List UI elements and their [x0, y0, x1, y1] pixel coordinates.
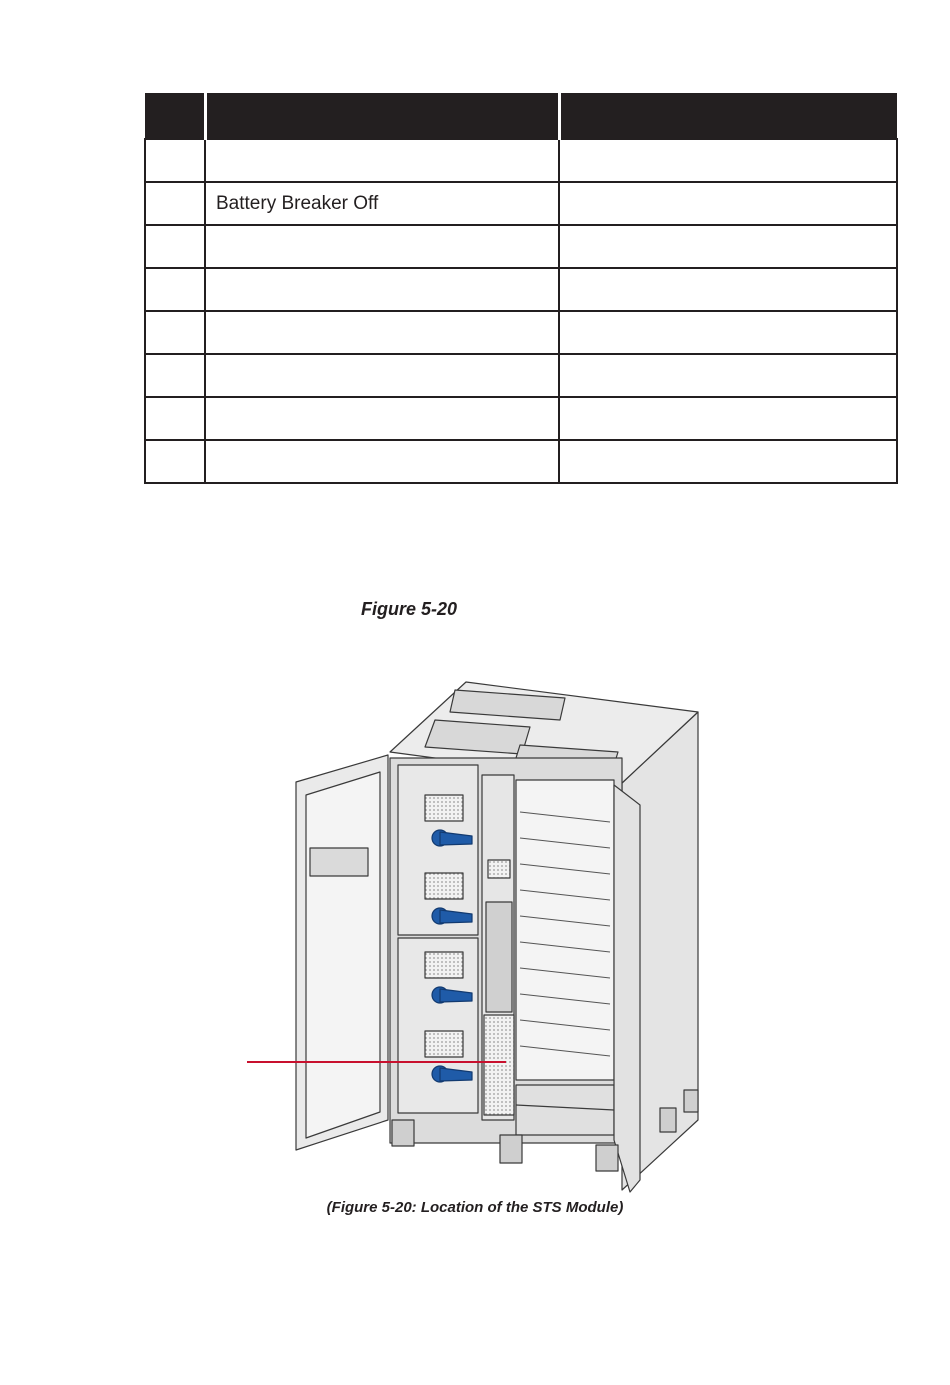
figure-label: Figure 5-20 [361, 599, 458, 619]
table-header-row [145, 93, 897, 139]
table-cell [205, 268, 559, 311]
table-cell [559, 397, 897, 440]
table-cell [145, 182, 205, 225]
table-cell [145, 440, 205, 483]
power-module-bay [516, 780, 614, 1080]
table-cell [559, 311, 897, 354]
table-cell [145, 311, 205, 354]
table-cell [205, 397, 559, 440]
table-row [145, 139, 897, 182]
breaker-vent [425, 952, 463, 978]
figure-caption: (Figure 5-20: Location of the STS Module) [326, 1199, 624, 1216]
table-cell [559, 139, 897, 182]
table-header-cell [205, 93, 559, 139]
table-cell: Battery Breaker Off [205, 182, 559, 225]
table-row [145, 268, 897, 311]
sts-module [484, 1015, 514, 1115]
table-row [145, 397, 897, 440]
table-cell [205, 225, 559, 268]
table-cell [559, 440, 897, 483]
table-cell [145, 397, 205, 440]
table-cell [559, 225, 897, 268]
table-row [145, 354, 897, 397]
table-row [145, 440, 897, 483]
table-cell [559, 268, 897, 311]
table-cell [205, 311, 559, 354]
table-header-cell [145, 93, 205, 139]
table-cell [559, 182, 897, 225]
table-header-cell [559, 93, 897, 139]
table-cell [205, 354, 559, 397]
right-door [614, 785, 640, 1192]
table-row [145, 311, 897, 354]
breaker-vent [425, 873, 463, 899]
breaker-vent [425, 795, 463, 821]
table-cell [205, 139, 559, 182]
table-cell [145, 225, 205, 268]
ups-cabinet-illustration [240, 675, 720, 1200]
status-table [144, 93, 898, 484]
table-row [145, 225, 897, 268]
table-cell [145, 354, 205, 397]
table-cell [559, 354, 897, 397]
table-cell [145, 268, 205, 311]
breaker-vent [425, 1031, 463, 1057]
table-row [145, 182, 897, 225]
table-cell [145, 139, 205, 182]
table-cell [205, 440, 559, 483]
